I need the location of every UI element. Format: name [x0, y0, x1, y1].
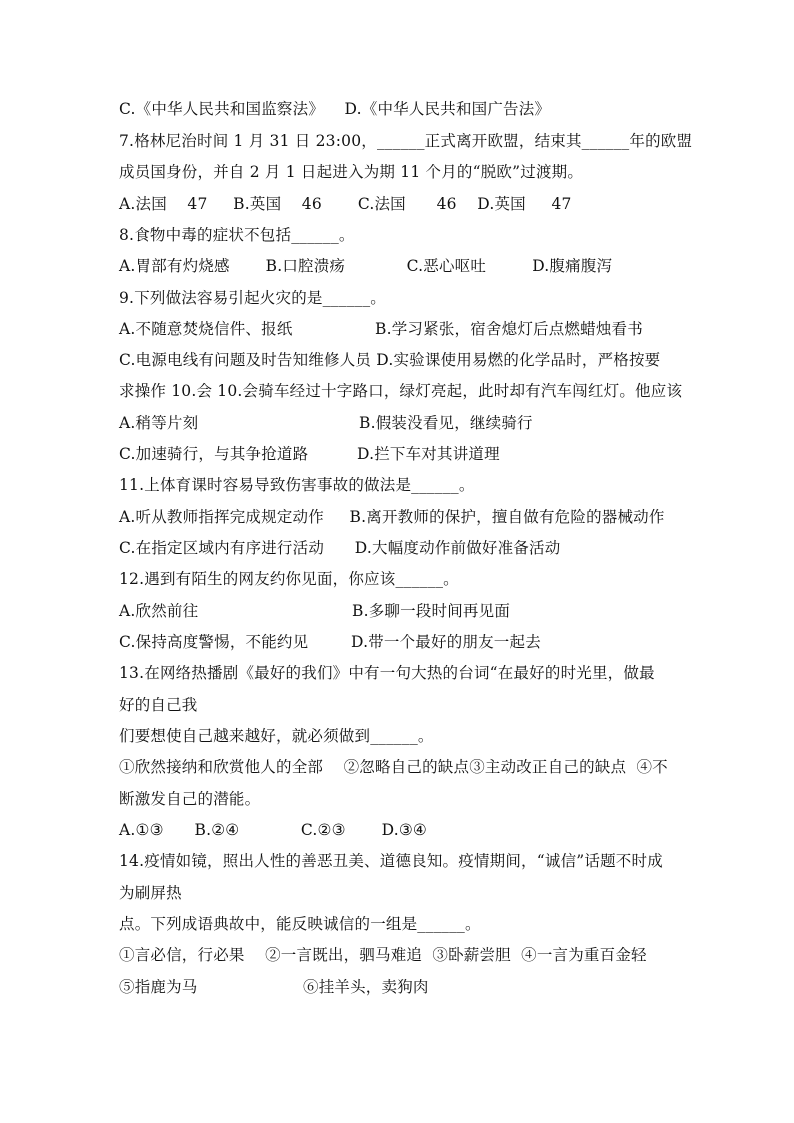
option-q12-b: B.多聊一段时间再见面 [352, 602, 511, 620]
statement-q14-6: ⑥挂羊头，卖狗肉 [303, 978, 429, 996]
question-13-continued-2: 们要想使自己越来越好，就必须做到______。 [119, 727, 434, 745]
question-7: 7.格林尼治时间 1 月 31 日 23:00，______正式离开欧盟，结束其______年的欧盟 [119, 132, 693, 150]
statement-q14-5: ⑤指鹿为马 [119, 978, 198, 996]
statements-q13-continued: 断激发自己的潜能。 [119, 790, 261, 808]
option-q10-d: D.拦下车对其讲道理 [357, 445, 500, 463]
question-9: 9.下列做法容易引起火灾的是______。 [119, 289, 386, 307]
question-14-continued-2: 点。下列成语典故中，能反映诚信的一组是______。 [119, 915, 481, 933]
question-8: 8.食物中毒的症状不包括______。 [119, 226, 355, 244]
question-14-continued: 为刷屏热 [119, 884, 182, 902]
question-11: 11.上体育课时容易导致伤害事故的做法是______。 [119, 476, 475, 494]
option-q10-b: B.假装没看见，继续骑行 [359, 414, 533, 432]
options-q13: A.①③ B.②④ C.②③ D.③④ [119, 821, 428, 839]
option-q9-b: B.学习紧张，宿舍熄灯后点燃蜡烛看书 [375, 320, 643, 338]
option-q12-c: C.保持高度警惕，不能约见 [119, 633, 309, 651]
question-13-continued: 好的自己我 [119, 696, 198, 714]
option-line-q6-cd: C.《中华人民共和国监察法》 D.《中华人民共和国广告法》 [119, 100, 551, 118]
option-q10-a: A.稍等片刻 [119, 414, 199, 432]
question-13: 13.在网络热播剧《最好的我们》中有一句大热的台词“在最好的时光里，做最 [119, 664, 655, 682]
question-7-continued: 成员国身份，并自 2 月 1 日起进入为期 11 个月的“脱欧”过渡期。 [119, 163, 584, 181]
question-12: 12.遇到有陌生的网友约你见面，你应该______。 [119, 570, 459, 588]
statements-q13: ①欣然接纳和欣赏他人的全部 ②忽略自己的缺点③主动改正自己的缺点 ④不 [119, 758, 668, 776]
statements-q14-continued [119, 976, 429, 1064]
question-14: 14.疫情如镜，照出人性的善恶丑美、道德良知。疫情期间，“诚信”话题不时成 [119, 852, 663, 870]
option-q12-d: D.带一个最好的朋友一起去 [351, 633, 541, 651]
options-q11-ab: A.听从教师指挥完成规定动作 B.离开教师的保护，擅自做有危险的器械动作 [119, 508, 665, 526]
option-q9-a: A.不随意焚烧信件、报纸 [119, 320, 293, 338]
options-q8: A.胃部有灼烧感 B.口腔溃疡 C.恶心呕吐 D.腹痛腹泻 [119, 257, 613, 275]
options-q9-cd: C.电源电线有问题及时告知维修人员 D.实验课使用易燃的化学品时，严格按要 [119, 351, 661, 369]
options-q11-cd: C.在指定区域内有序进行活动 D.大幅度动作前做好准备活动 [119, 539, 561, 557]
question-10: 求操作 10.会 10.会骑车经过十字路口，绿灯亮起，此时却有汽车闯红灯。他应该 [119, 382, 683, 400]
option-q12-a: A.欣然前往 [119, 602, 199, 620]
options-q7: A.法国 47 B.英国 46 C.法国 46 D.英国 47 [119, 195, 572, 213]
statements-q14: ①言必信，行必果 ②一言既出，驷马难追 ③卧薪尝胆 ④一言为重百金轻 [119, 946, 647, 964]
option-q10-c: C.加速骑行，与其争抢道路 [119, 445, 309, 463]
